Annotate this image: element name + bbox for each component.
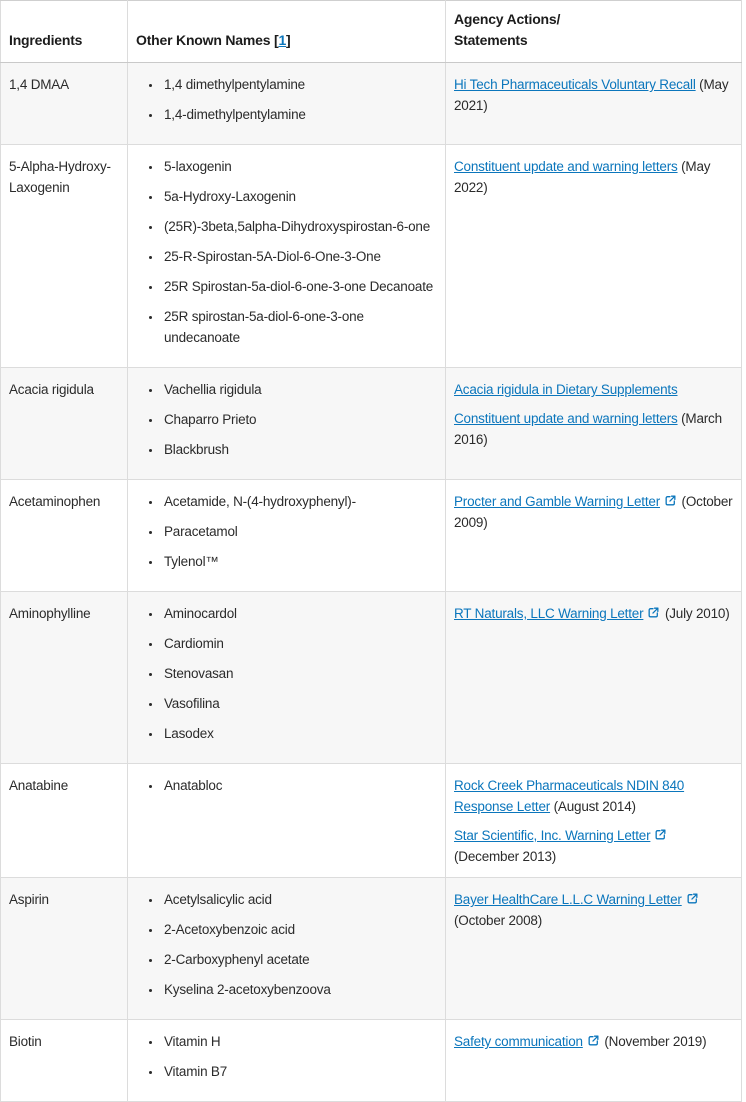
known-name: • Acetylsalicylic acid <box>162 889 439 910</box>
table-row <box>1 480 742 592</box>
ingredient-cell: Aminophylline <box>1 592 128 764</box>
known-name: • Blackbrush <box>162 439 439 460</box>
table-row <box>1 368 742 480</box>
known-names-cell <box>128 764 446 878</box>
known-name: • Kyselina 2-acetoxybenzoova <box>162 979 439 1000</box>
known-name: • Tylenol™ <box>162 551 439 572</box>
agency-action-link[interactable]: Constituent update and warning letters <box>454 411 678 426</box>
agency-actions-label-line2: Statements <box>454 32 528 48</box>
footnote-bracket-close: ] <box>286 32 291 48</box>
agency-action-date: (March 2016) <box>454 411 722 447</box>
known-name: • 5a-Hydroxy-Laxogenin <box>162 186 439 207</box>
agency-action <box>454 379 735 400</box>
known-names-cell <box>128 480 446 592</box>
known-name: • Paracetamol <box>162 521 439 542</box>
footnote-ref-link[interactable]: 1 <box>278 32 287 48</box>
known-names-list <box>136 1031 439 1082</box>
external-link-icon <box>647 606 660 619</box>
agency-action-link[interactable]: Hi Tech Pharmaceuticals Voluntary Recall <box>454 77 696 92</box>
table-row <box>1 63 742 145</box>
agency-action-link[interactable]: Rock Creek Pharmaceuticals NDIN 840 Response Letter <box>454 778 685 814</box>
agency-action-date: (November 2019) <box>600 1034 707 1049</box>
agency-actions-cell <box>446 592 742 764</box>
known-name: • Stenovasan <box>162 663 439 684</box>
known-names-cell <box>128 592 446 764</box>
known-name: • Vasofilina <box>162 693 439 714</box>
agency-action <box>454 491 735 533</box>
known-names-list <box>136 775 439 796</box>
agency-actions-cell <box>446 480 742 592</box>
ingredient-cell: Anatabine <box>1 764 128 878</box>
known-names-list <box>136 889 439 1000</box>
known-names-cell <box>128 368 446 480</box>
agency-actions-cell <box>446 764 742 878</box>
agency-action-date: (August 2014) <box>550 799 636 814</box>
agency-action-link[interactable]: Procter and Gamble Warning Letter <box>454 494 660 509</box>
known-name: • Lasodex <box>162 723 439 744</box>
known-names-cell <box>128 63 446 145</box>
known-names-list <box>136 603 439 744</box>
known-names-cell <box>128 878 446 1020</box>
known-name: • Vachellia rigidula <box>162 379 439 400</box>
known-name: • 2-Acetoxybenzoic acid <box>162 919 439 940</box>
ingredient-cell: Aspirin <box>1 878 128 1020</box>
agency-action-link[interactable]: RT Naturals, LLC Warning Letter <box>454 606 644 621</box>
known-name: • (25R)-3beta,5alpha-Dihydroxyspirostan-6-one <box>162 216 439 237</box>
column-header-other-known-names <box>128 1 446 63</box>
other-names-label: Other Known Names <box>136 32 274 48</box>
known-names-list <box>136 156 439 348</box>
agency-action-date: (July 2010) <box>661 606 730 621</box>
known-name: • 5-laxogenin <box>162 156 439 177</box>
agency-action-date: (October 2008) <box>454 913 542 928</box>
agency-action <box>454 1031 735 1052</box>
known-name: • Chaparro Prieto <box>162 409 439 430</box>
ingredient-cell: 5-Alpha-Hydroxy-Laxogenin <box>1 145 128 368</box>
agency-action-link[interactable]: Acacia rigidula in Dietary Supplements <box>454 382 678 397</box>
known-name: • 1,4-dimethylpentylamine <box>162 104 439 125</box>
known-name: • 2-Carboxyphenyl acetate <box>162 949 439 970</box>
agency-action-date: (October 2009) <box>454 494 733 530</box>
table-row <box>1 592 742 764</box>
agency-action <box>454 74 735 116</box>
known-name: • 1,4 dimethylpentylamine <box>162 74 439 95</box>
agency-action-link[interactable]: Star Scientific, Inc. Warning Letter <box>454 828 651 843</box>
known-name: • Anatabloc <box>162 775 439 796</box>
external-link-icon <box>664 494 677 507</box>
agency-action <box>454 408 735 450</box>
external-link-icon <box>686 892 699 905</box>
agency-actions-cell <box>446 368 742 480</box>
known-name: • 25R Spirostan-5a-diol-6-one-3-one Decanoate <box>162 276 439 297</box>
known-names-list <box>136 491 439 572</box>
agency-action <box>454 889 735 931</box>
agency-action-date: (May 2021) <box>454 77 729 113</box>
known-name: • Vitamin H <box>162 1031 439 1052</box>
ingredient-cell: 1,4 DMAA <box>1 63 128 145</box>
agency-actions-label-line1: Agency Actions/ <box>454 11 561 27</box>
column-header-ingredients <box>1 1 128 63</box>
ingredient-cell: Acacia rigidula <box>1 368 128 480</box>
known-name: • Vitamin B7 <box>162 1061 439 1082</box>
agency-action <box>454 156 735 198</box>
agency-action-link[interactable]: Constituent update and warning letters <box>454 159 678 174</box>
known-names-cell <box>128 1020 446 1102</box>
agency-actions-cell <box>446 63 742 145</box>
agency-action <box>454 775 735 817</box>
external-link-icon <box>587 1034 600 1047</box>
ingredient-cell: Biotin <box>1 1020 128 1102</box>
external-link-icon <box>654 828 667 841</box>
footnote-bracket-open: [ <box>273 32 279 48</box>
agency-actions-cell <box>446 145 742 368</box>
known-name: • Cardiomin <box>162 633 439 654</box>
table-row <box>1 878 742 1020</box>
table-row <box>1 1020 742 1102</box>
known-name: • 25R spirostan-5a-diol-6-one-3-one undecanoate <box>162 306 439 348</box>
agency-action-link[interactable]: Safety communication <box>454 1034 583 1049</box>
column-header-ingredients-label: Ingredients <box>9 32 83 48</box>
known-names-cell <box>128 145 446 368</box>
agency-actions-cell <box>446 1020 742 1102</box>
agency-action <box>454 603 735 624</box>
agency-action <box>454 825 735 867</box>
agency-actions-cell <box>446 878 742 1020</box>
agency-action-date: (December 2013) <box>454 849 557 864</box>
agency-action-date: (May 2022) <box>454 159 711 195</box>
known-name: • Aminocardol <box>162 603 439 624</box>
ingredient-cell: Acetaminophen <box>1 480 128 592</box>
known-name: • 25-R-Spirostan-5A-Diol-6-One-3-One <box>162 246 439 267</box>
table-row <box>1 764 742 878</box>
known-names-list <box>136 74 439 125</box>
header-row <box>1 1 742 63</box>
known-name: • Acetamide, N-(4-hydroxyphenyl)- <box>162 491 439 512</box>
known-names-list <box>136 379 439 460</box>
agency-action-link[interactable]: Bayer HealthCare L.L.C Warning Letter <box>454 892 682 907</box>
column-header-agency-actions <box>446 1 742 63</box>
table-row <box>1 145 742 368</box>
